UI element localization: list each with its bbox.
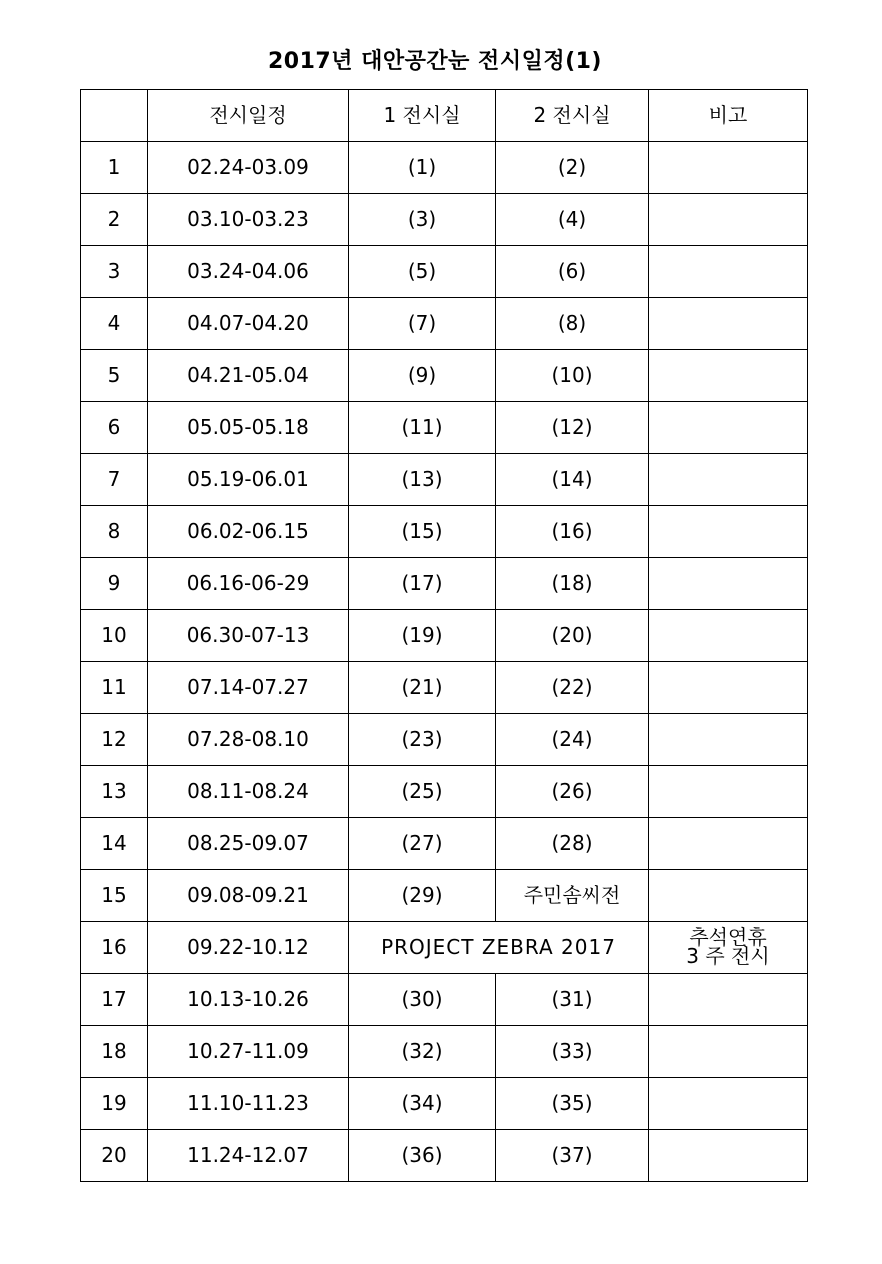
row-room-2: (20) [496, 610, 649, 662]
row-note [649, 610, 808, 662]
row-note [649, 714, 808, 766]
row-room-1: (5) [349, 246, 496, 298]
row-room-2: (16) [496, 506, 649, 558]
table-row [81, 194, 808, 246]
row-number: 16 [81, 922, 148, 974]
row-room-1: (3) [349, 194, 496, 246]
row-room-2: (8) [496, 298, 649, 350]
row-number: 5 [81, 350, 148, 402]
row-room-1: (9) [349, 350, 496, 402]
row-room-2: (28) [496, 818, 649, 870]
row-number: 4 [81, 298, 148, 350]
schedule-body [81, 142, 808, 1182]
row-number: 19 [81, 1078, 148, 1130]
table-row [81, 870, 808, 922]
row-note [649, 194, 808, 246]
table-row [81, 766, 808, 818]
row-room-2: (31) [496, 974, 649, 1026]
row-room-2: (24) [496, 714, 649, 766]
row-note [649, 766, 808, 818]
row-note [649, 974, 808, 1026]
row-room-2: (6) [496, 246, 649, 298]
header-room-2: 2 전시실 [496, 90, 649, 142]
note-line: 3 주 전시 [686, 944, 770, 968]
row-period: 06.30-07-13 [148, 610, 349, 662]
row-period: 03.10-03.23 [148, 194, 349, 246]
row-period: 08.11-08.24 [148, 766, 349, 818]
table-row [81, 454, 808, 506]
table-row [81, 142, 808, 194]
row-period: 10.27-11.09 [148, 1026, 349, 1078]
header-note: 비고 [649, 90, 808, 142]
row-room-2: (2) [496, 142, 649, 194]
row-period: 05.05-05.18 [148, 402, 349, 454]
row-number: 8 [81, 506, 148, 558]
row-note [649, 350, 808, 402]
row-period: 07.14-07.27 [148, 662, 349, 714]
row-room-1: (25) [349, 766, 496, 818]
row-number: 13 [81, 766, 148, 818]
row-room-2: (22) [496, 662, 649, 714]
row-room-1: (30) [349, 974, 496, 1026]
note-text [686, 925, 770, 968]
row-room-2: (10) [496, 350, 649, 402]
row-period: 11.24-12.07 [148, 1130, 349, 1182]
row-room-1: (32) [349, 1026, 496, 1078]
row-number: 2 [81, 194, 148, 246]
document-title: 2017년 대안공간눈 전시일정(1) [268, 49, 602, 74]
row-room-1: (7) [349, 298, 496, 350]
row-period: 02.24-03.09 [148, 142, 349, 194]
row-note [649, 1130, 808, 1182]
row-number: 10 [81, 610, 148, 662]
header-room-1: 1 전시실 [349, 90, 496, 142]
table-row [81, 922, 808, 974]
row-note [649, 558, 808, 610]
row-room-1: (21) [349, 662, 496, 714]
row-number: 1 [81, 142, 148, 194]
row-room-1: (36) [349, 1130, 496, 1182]
row-note [649, 870, 808, 922]
row-number: 20 [81, 1130, 148, 1182]
row-note [649, 922, 808, 974]
table-row [81, 350, 808, 402]
table-row [81, 1130, 808, 1182]
row-room-1: (1) [349, 142, 496, 194]
row-room-1: (34) [349, 1078, 496, 1130]
header-row [81, 90, 808, 142]
row-room-2: (18) [496, 558, 649, 610]
row-note [649, 506, 808, 558]
row-period: 06.02-06.15 [148, 506, 349, 558]
table-row [81, 402, 808, 454]
table-row [81, 662, 808, 714]
row-number: 6 [81, 402, 148, 454]
row-number: 12 [81, 714, 148, 766]
row-note [649, 142, 808, 194]
row-period: 11.10-11.23 [148, 1078, 349, 1130]
row-note [649, 1026, 808, 1078]
table-row [81, 610, 808, 662]
row-note [649, 298, 808, 350]
row-period: 06.16-06-29 [148, 558, 349, 610]
row-room-2: (33) [496, 1026, 649, 1078]
row-room-2: (14) [496, 454, 649, 506]
table-row [81, 558, 808, 610]
row-number: 7 [81, 454, 148, 506]
row-room-1: (11) [349, 402, 496, 454]
row-room-1: (15) [349, 506, 496, 558]
table-row [81, 818, 808, 870]
table-row [81, 298, 808, 350]
row-note [649, 662, 808, 714]
row-number: 14 [81, 818, 148, 870]
row-room-2: (12) [496, 402, 649, 454]
row-number: 11 [81, 662, 148, 714]
row-merged-exhibition: PROJECT ZEBRA 2017 [349, 922, 649, 974]
row-room-2: (35) [496, 1078, 649, 1130]
table-row [81, 506, 808, 558]
row-room-1: (27) [349, 818, 496, 870]
row-note [649, 454, 808, 506]
row-period: 09.08-09.21 [148, 870, 349, 922]
header-number [81, 90, 148, 142]
row-period: 03.24-04.06 [148, 246, 349, 298]
row-period: 04.07-04.20 [148, 298, 349, 350]
row-room-1: (13) [349, 454, 496, 506]
row-period: 09.22-10.12 [148, 922, 349, 974]
row-note [649, 818, 808, 870]
table-row [81, 974, 808, 1026]
row-number: 9 [81, 558, 148, 610]
row-number: 15 [81, 870, 148, 922]
table-row [81, 1078, 808, 1130]
row-period: 08.25-09.07 [148, 818, 349, 870]
row-note [649, 246, 808, 298]
row-period: 10.13-10.26 [148, 974, 349, 1026]
header-period: 전시일정 [148, 90, 349, 142]
table-row [81, 714, 808, 766]
row-period: 07.28-08.10 [148, 714, 349, 766]
row-room-1: (17) [349, 558, 496, 610]
row-note [649, 1078, 808, 1130]
row-number: 3 [81, 246, 148, 298]
row-room-2: 주민솜씨전 [496, 870, 649, 922]
note-line: 추석연휴 [689, 925, 767, 949]
row-number: 17 [81, 974, 148, 1026]
table-row [81, 1026, 808, 1078]
table-row [81, 246, 808, 298]
row-note [649, 402, 808, 454]
row-number: 18 [81, 1026, 148, 1078]
row-room-2: (4) [496, 194, 649, 246]
row-room-1: (29) [349, 870, 496, 922]
row-room-1: (23) [349, 714, 496, 766]
row-room-1: (19) [349, 610, 496, 662]
row-period: 04.21-05.04 [148, 350, 349, 402]
row-period: 05.19-06.01 [148, 454, 349, 506]
row-room-2: (37) [496, 1130, 649, 1182]
exhibition-schedule-table [80, 89, 808, 1182]
row-room-2: (26) [496, 766, 649, 818]
